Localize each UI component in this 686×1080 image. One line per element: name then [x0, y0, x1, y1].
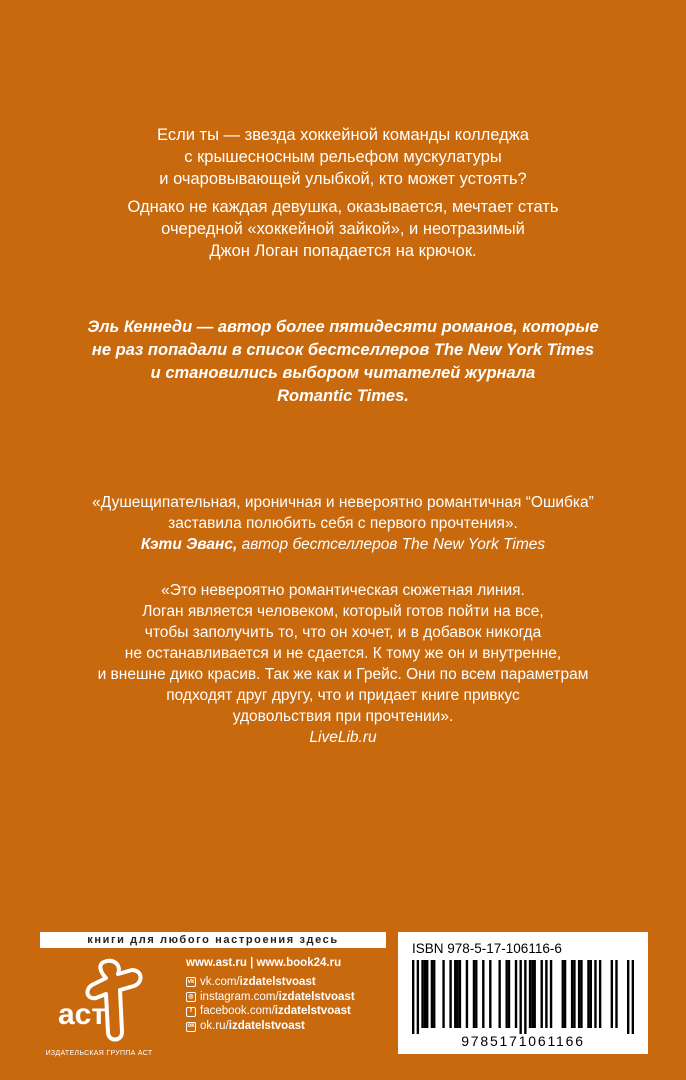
barcode-bar	[426, 960, 428, 1028]
social-link-vk[interactable]	[186, 975, 386, 990]
barcode-bar	[599, 960, 601, 1028]
social-link-instagram[interactable]	[186, 990, 386, 1005]
social-prefix: facebook.com/	[200, 1005, 275, 1018]
review-quote-1	[0, 492, 686, 555]
blurb-line: и очаровывающей улыбкой, кто может устоять?	[159, 170, 527, 188]
barcode-bar	[431, 960, 433, 1028]
barcode-bar	[564, 960, 566, 1028]
quote-line: «Это невероятно романтическая сюжетная линия.	[161, 582, 525, 599]
quote-line: Логан является человеком, который готов пойти на все,	[142, 603, 544, 620]
review-quote-2	[0, 580, 686, 748]
barcode-number: 9785171061166	[461, 1033, 585, 1049]
blurb-line: с крышесносным рельефом мускулатуры	[184, 148, 502, 166]
quote-source: LiveLib.ru	[309, 729, 377, 746]
bio-line: Romantic Times.	[277, 387, 409, 405]
social-link-facebook[interactable]	[186, 1004, 386, 1019]
barcode-bar	[456, 960, 458, 1028]
barcode-bar	[531, 960, 533, 1028]
quote-line: подходят друг другу, что и придает книге привкус	[166, 687, 520, 704]
barcode-bar	[505, 960, 507, 1028]
quote-line: «Душещипательная, ироничная и невероятно романтичная “Ошибка”	[92, 494, 594, 511]
publisher-contacts	[186, 956, 386, 1034]
barcode-bar	[424, 960, 426, 1028]
barcode-bar	[417, 960, 419, 1034]
barcode-bar	[498, 960, 500, 1028]
bio-line: и становились выбором читателей журнала	[150, 364, 536, 382]
vk-icon: vk	[186, 977, 196, 987]
barcode-bar	[489, 960, 491, 1028]
barcode-bar	[442, 960, 444, 1028]
social-handle: izdatelstvoast	[278, 990, 355, 1003]
quote-line: и внешне дико красив. Так же как и Грейс. Они по всем параметрам	[97, 666, 589, 683]
barcode-bar	[541, 960, 543, 1028]
quote-attribution	[0, 534, 686, 555]
facebook-icon: f	[186, 1007, 196, 1017]
barcode-bar	[571, 960, 573, 1028]
barcode-bar	[482, 960, 484, 1028]
barcode-bar	[550, 960, 552, 1028]
barcode-bar	[562, 960, 564, 1028]
logo-text: аст	[58, 998, 107, 1031]
barcode-bar	[421, 960, 423, 1028]
social-handle: izdatelstvoast	[274, 1005, 351, 1018]
barcode-bar	[632, 960, 634, 1034]
barcode-bar	[545, 960, 547, 1028]
social-handle: izdatelstvoast	[239, 975, 316, 988]
social-prefix: instagram.com/	[200, 990, 279, 1003]
blurb-line: Джон Логан попадается на крючок.	[209, 242, 477, 260]
barcode-bar	[627, 960, 629, 1034]
barcode-bar	[573, 960, 575, 1028]
barcode-bar	[578, 960, 580, 1028]
quote-line: удовольствия при прочтении».	[232, 708, 454, 725]
barcode-bar	[466, 960, 468, 1028]
blurb	[0, 124, 686, 262]
barcode-bar	[611, 960, 613, 1028]
social-handle: izdatelstvoast	[228, 1020, 305, 1033]
logo-caption: ИЗДАТЕЛЬСКАЯ ГРУППА АСТ	[45, 1050, 153, 1057]
blurb-line: Если ты — звезда хоккейной команды колледжа	[157, 126, 529, 144]
barcode-bar	[590, 960, 592, 1028]
quote-author: Кэти Эванс,	[140, 536, 238, 553]
barcode-bar	[524, 960, 526, 1034]
barcode-bar	[475, 960, 477, 1028]
barcode-bar	[473, 960, 475, 1028]
ok-icon: ok	[186, 1022, 196, 1032]
barcode-bar	[519, 960, 521, 1034]
barcode-bar	[454, 960, 456, 1028]
blurb-paragraph-1	[0, 124, 686, 190]
tagline-banner: книги для любого настроения здесь	[40, 932, 386, 948]
isbn-barcode-box	[398, 932, 648, 1054]
barcode-bar	[508, 960, 510, 1028]
barcode-bar	[459, 960, 461, 1028]
quote-author-role: автор бестселлеров The New York Times	[237, 536, 546, 553]
barcode-bar	[449, 960, 451, 1028]
instagram-icon: ◎	[186, 992, 196, 1002]
blurb-paragraph-2	[0, 196, 686, 262]
barcode-bar	[587, 960, 589, 1028]
quote-line: чтобы заполучить то, что он хочет, и в добавок никогда	[144, 624, 542, 641]
isbn-text: ISBN 978-5-17-106116-6	[412, 941, 562, 956]
barcode-bar	[515, 960, 517, 1028]
barcode-bar	[594, 960, 596, 1028]
barcode	[412, 960, 634, 1034]
quote-line: заставила полюбить себя с первого прочтения».	[168, 515, 518, 532]
social-prefix: ok.ru/	[200, 1020, 229, 1033]
author-bio	[0, 316, 686, 408]
bio-line: Эль Кеннеди — автор более пятидесяти романов, которые	[87, 318, 599, 336]
barcode-bar	[615, 960, 617, 1028]
barcode-bar	[433, 960, 435, 1028]
bio-line: не раз попадали в список бестселлеров The New York Times	[91, 341, 595, 359]
social-link-ok[interactable]	[186, 1019, 386, 1034]
website-links[interactable]: www.ast.ru | www.book24.ru	[186, 957, 342, 969]
barcode-bar	[534, 960, 536, 1028]
blurb-line: Однако не каждая девушка, оказывается, мечтает стать	[127, 198, 559, 216]
social-prefix: vk.com/	[200, 975, 240, 988]
barcode-bar	[580, 960, 582, 1028]
ast-logo	[52, 956, 144, 1046]
blurb-line: очередной «хоккейной зайкой», и неотразимый	[161, 220, 525, 238]
barcode-bar	[412, 960, 414, 1034]
barcode-bar	[529, 960, 531, 1028]
quote-line: не останавливается и не сдается. К тому же он и внутренне,	[124, 645, 562, 662]
